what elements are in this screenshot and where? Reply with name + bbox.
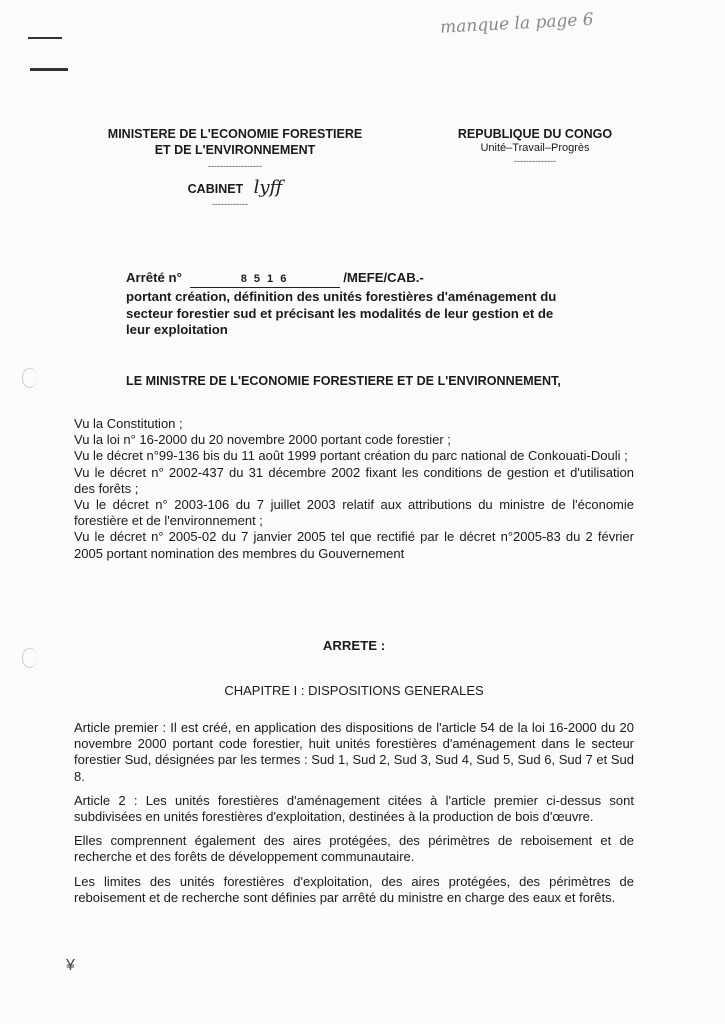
ministry-header (90, 126, 380, 208)
articles-block (74, 720, 634, 906)
ministry-dashes: ------------------ (208, 161, 262, 171)
visa-item: Vu la Constitution ; (74, 416, 183, 431)
article-2-paragraph: Elles comprennent également des aires protégées, des périmètres de reboisement et de recherche et des forêts de développement communautaire. (74, 833, 634, 865)
minister-heading: LE MINISTRE DE L'ECONOMIE FORESTIERE ET DE L'ENVIRONNEMENT, (126, 374, 561, 388)
chapter-heading: CHAPITRE I : DISPOSITIONS GENERALES (224, 683, 484, 698)
footer-mark: ¥ (66, 957, 75, 974)
visas-block (74, 416, 634, 562)
decree-suffix: /MEFE/CAB.- (343, 270, 424, 285)
visa-item: Vu le décret n° 2002-437 du 31 décembre 2002 fixant les conditions de gestion et d'utilisation des forêts ; (74, 464, 634, 496)
article-2-limits: Les limites des unités forestières d'exploitation, des aires protégées, des périmètres de reboisement et de recherche sont définies par arrêté du ministre en charge des eaux et forêts. (74, 873, 634, 905)
cabinet-dashes: ------------ (212, 199, 248, 209)
cabinet-line (90, 177, 380, 198)
binder-mark (30, 68, 68, 71)
cabinet-label: CABINET (187, 182, 244, 196)
handwritten-note: manque la page 6 (439, 9, 595, 38)
republic-title: REPUBLIQUE DU CONGO (457, 127, 613, 141)
ministry-line-2: ET DE L'ENVIRONNEMENT (154, 143, 316, 157)
punch-hole-bottom (22, 648, 37, 668)
article-premier: Article premier : Il est créé, en application des dispositions de l'article 54 de la loi 16-2000 du 20 novembre 2000 portant code forestier, huit unités forestières d'aménagement dans le secteur forestier Sud, désignées par les termes : Sud 1, Sud 2, Sud 3, Sud 4, Sud 5, Sud 6, Sud 7 et Sud 8. (74, 720, 634, 784)
ministry-line-1: MINISTERE DE L'ECONOMIE FORESTIERE (107, 127, 363, 141)
article-2: Article 2 : Les unités forestières d'aménagement citées à l'article premier ci-dessus sont subdivisées en unités forestières d'exploitation, destinées à la production de bois d'œuvre. (74, 792, 634, 825)
decree-prefix: Arrêté n° (126, 270, 182, 285)
visa-item: Vu le décret n° 2003-106 du 7 juillet 2003 relatif aux attributions du ministre de l'économie forestière et de l'environnement ; (74, 497, 634, 529)
visa-item: Vu la loi n° 16-2000 du 20 novembre 2000 portant code forestier ; (74, 432, 451, 448)
motto-dashes: -------------- (514, 156, 556, 166)
decree-title-line-3: leur exploitation (126, 322, 228, 338)
decree-number: 8 5 1 6 (190, 271, 340, 288)
decree-title-line-2: secteur forestier sud et précisant les modalités de leur gestion et de (126, 305, 554, 321)
cabinet-initials: lyff (253, 177, 283, 198)
decree-block (126, 270, 606, 339)
binder-mark-top (28, 37, 62, 39)
arrete-heading: ARRETE : (322, 638, 386, 653)
decree-title-line-1: portant création, définition des unités forestières d'aménagement du (126, 289, 557, 305)
visa-item: Vu le décret n°99-136 bis du 11 août 1999 portant création du parc national de Conkouati-Douli ; (74, 448, 628, 464)
republic-motto: Unité–Travail–Progrès (480, 142, 590, 154)
visa-item: Vu le décret n° 2005-02 du 7 janvier 2005 tel que rectifié par le décret n°2005-83 du 2 février 2005 portant nomination des membres du Gouvernement (74, 529, 634, 561)
republic-header (440, 126, 630, 165)
decree-number-line (126, 270, 606, 288)
punch-hole-top (22, 368, 37, 388)
